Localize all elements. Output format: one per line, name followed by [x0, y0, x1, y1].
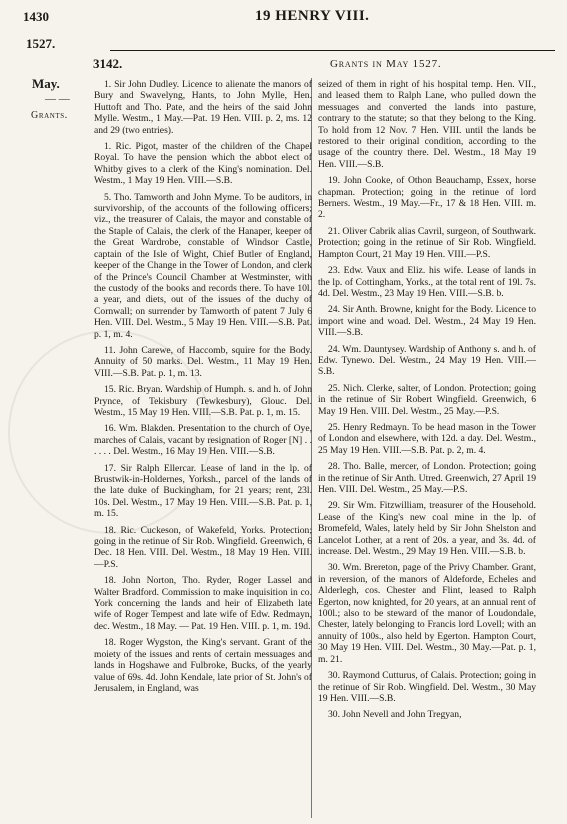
grant-entry: 30. Raymond Cutturus, of Calais. Protection; going in the retinue of Sir Rob. Wingfield. Del. Westm., 30 May 19 Hen. VIII.—S.B. — [318, 670, 536, 704]
grant-entry: 24. Wm. Dauntysey. Wardship of Anthony s. and h. of Edw. Tynewo. Del. Westm., 24 May 19 Hen. VIII.—S.B. — [318, 343, 536, 378]
grant-entry: 5. Tho. Tamworth and John Myme. To be auditors, in survivorship, of the accounts of the following officers; viz., the treasurer of Calais, the mayor and constable of the Staple of Calais, the clerk of the Hanaper, keeper of the Great Wardrobe, constable of Windsor Castle, captain of the Isle of Wight, Chief Butler of England, keeper of the Change in the Tower of London, and clerk of the Prince's Council Chamber at Westminster, with the custody of the books and records there. To have 10l. a year, and diets, out of the issues of the duchy of Cornwall; on surrender by Tamworth of patent 7 July 6 Hen. VIII. Del. Westm., 5 May 19 Hen. VIII.—S.B. Pat. p. 1, m. 4. — [94, 191, 312, 340]
grant-entry: 11. John Carewe, of Haccomb, squire for the Body. Annuity of 50 marks. Del. Westm., 11 May 19 Hen. VIII.—S.B. Pat. p. 1, m. 13. — [94, 344, 312, 379]
grant-entry: 30. Wm. Brereton, page of the Privy Chamber. Grant, in reversion, of the manors of Aldeforde, Echeles and Alderlegh, cos. Chester and Flint, leased to Ralph Egerton, now knighted, for 20 years, at an annual rent of 100l.; also to be steward of the manor of Loudondale, Chester, lately belonging to Francis lord Lovell; with an annuity of 100s., also held by Egerton. Hampton Court, 30 May 19 Hen. VIII. Del. Westm., 30 May.—Pat. p. 1, m. 21. — [318, 562, 536, 665]
grant-entry: 1. Sir John Dudley. Licence to alienate the manors of Bury and Swavelyng, Hants, to John Mylle, Hen. Huttoft and Tho. Pate, and the heirs of the said John Mylle. Westm., 1 May.—Pat. 19 Hen. VIII. p. 2, ms. 12 and 29 (two entries). — [94, 79, 312, 136]
grant-entry: 25. Henry Redmayn. To be head mason in the Tower of London and elsewhere, with 12d. a day. Del. Westm., 25 May 19 Hen. VIII.—S.B. Pat. p. 2, m. 4. — [318, 421, 536, 456]
left-column — [94, 79, 312, 699]
right-column — [318, 79, 536, 726]
section-title: Grants in May 1527. — [330, 58, 442, 70]
margin-month: May. — [32, 76, 60, 91]
grant-entry: 24. Sir Anth. Browne, knight for the Body. Licence to import wine and woad. Del. Westm., 24 May 19 Hen. VIII.—S.B. — [318, 304, 536, 339]
grant-entry: 18. Ric. Cuckeson, of Wakefeld, Yorks. Protection; going in the retinue of Sir Rob. Wingfield. Greenwich, 6 Dec. 18 Hen. VIII. Del. Westm., 18 May 19 Hen. VIII.—P.S. — [94, 524, 312, 570]
header-rule — [110, 50, 555, 51]
grant-entry: 19. John Cooke, of Othon Beauchamp, Essex, horse chapman. Protection; going in the retinue of lord Berners. Westm., 19 May.—Fr., 17 & 18 Hen. VIII. m. 2. — [318, 175, 536, 221]
grant-entry: 15. Ric. Bryan. Wardship of Humph. s. and h. of John Prynce, of Tekisbury (Tewkesbury), Glouc. Del. Westm., 15 May 19 Hen. VIII.—S.B. Pat. p. 1, m. 15. — [94, 384, 312, 418]
running-head: 19 HENRY VIII. — [255, 8, 370, 24]
grant-entry: 18. Roger Wygston, the King's servant. Grant of the moiety of the issues and rents of certain messuages and lands in Hogshawe and Fulbroke, Bucks, of the yearly value of 69s. 4d. John Kendale, late prior of St. John's of Jerusalem, in England, was — [94, 637, 312, 694]
page-number: 1430 — [23, 9, 49, 24]
entry-number: 3142. — [93, 56, 123, 71]
margin-label: Grants. — [31, 110, 68, 121]
grant-entry: 25. Nich. Clerke, salter, of London. Protection; going in the retinue of Sir Robert Wingfield. Greenwich, 6 May 19 Hen. VIII. Del. Westm., 25 May.—P.S. — [318, 382, 536, 417]
grant-entry: 21. Oliver Cabrik alias Cavril, surgeon, of Southwark. Protection; going in the retinue of Sir Rob. Wingfield. Hampton Court, 21 May 19 Hen. VIII.—P.S. — [318, 225, 536, 260]
grant-entry: 18. John Norton, Tho. Ryder, Roger Lassel and Walter Bradford. Commission to make inquisition in co. York concerning the lands and heir of Elizabeth late wife of Roger Tempest and late wife of Edw. Redmayn, dec. Westm., 18 May. — Pat. 19 Hen. VIII. p. 1, m. 19d. — [94, 575, 312, 632]
grant-entry-continued: seized of them in right of his hospital temp. Hen. VII., and leased them to Ralph Lane, who pulled down the messuages and converted the lands into pasture, contrary to the statute; so that they belong to the King. To hold from 12 Nov. 7 Hen. VIII. until the lands be restored to their original condition, according to the usage of the country there. Del. Westm., 18 May 19 Hen. VIII.—S.B. — [318, 79, 536, 170]
grant-entry: 16. Wm. Blakden. Presentation to the church of Oye, marches of Calais, vacant by resignation of Roger [N] . . . . . . Del. Westm., 16 May 19 Hen. VIII.—S.B. — [94, 423, 312, 458]
grant-entry: 17. Sir Ralph Ellercar. Lease of land in the lp. of Brustwik-in-Holdernes, Yorksh., parcel of the lands of the late duke of Buckingham, for 21 years; rent, 23l. 10s. Del. Westm., 17 May 19 Hen. VIII.—S.B. Pat. p. 1, m. 15. — [94, 462, 312, 520]
grant-entry: 28. Tho. Balle, mercer, of London. Protection; going in the retinue of Sir Anth. Utred. Greenwich, 27 April 19 Hen. VIII. Del. Westm., 25 May.—P.S. — [318, 461, 536, 495]
grant-entry: 23. Edw. Vaux and Eliz. his wife. Lease of lands in the lp. of Cottingham, Yorks., at the total rent of 19l. 7s. 4d. Del. Westm., 23 May 19 Hen. VIII.—S.B. b. — [318, 265, 536, 299]
grant-entry: 29. Sir Wm. Fitzwilliam, treasurer of the Household. Lease of the King's new coal mine in the lp. of Bromefeld, Wales, lately held by Sir John Shelston and Lancelot Lother, at a rent of 20s. a year, and 3s. 4d. of increase. Del. Westm., 29 May 19 Hen. VIII.—S.B. b. — [318, 500, 536, 558]
grant-entry: 1. Ric. Pigot, master of the children of the Chapel Royal. To have the pension which the abbot elect of Whitby gives to a clerk of the King's nomination. Del. Westm., 1 May 19 Hen. VIII.—S.B. — [94, 141, 312, 187]
grant-entry: 30. John Nevell and John Tregyan, — [328, 709, 462, 721]
margin-dash: — — — [45, 93, 70, 105]
year-label: 1527. — [26, 36, 56, 51]
